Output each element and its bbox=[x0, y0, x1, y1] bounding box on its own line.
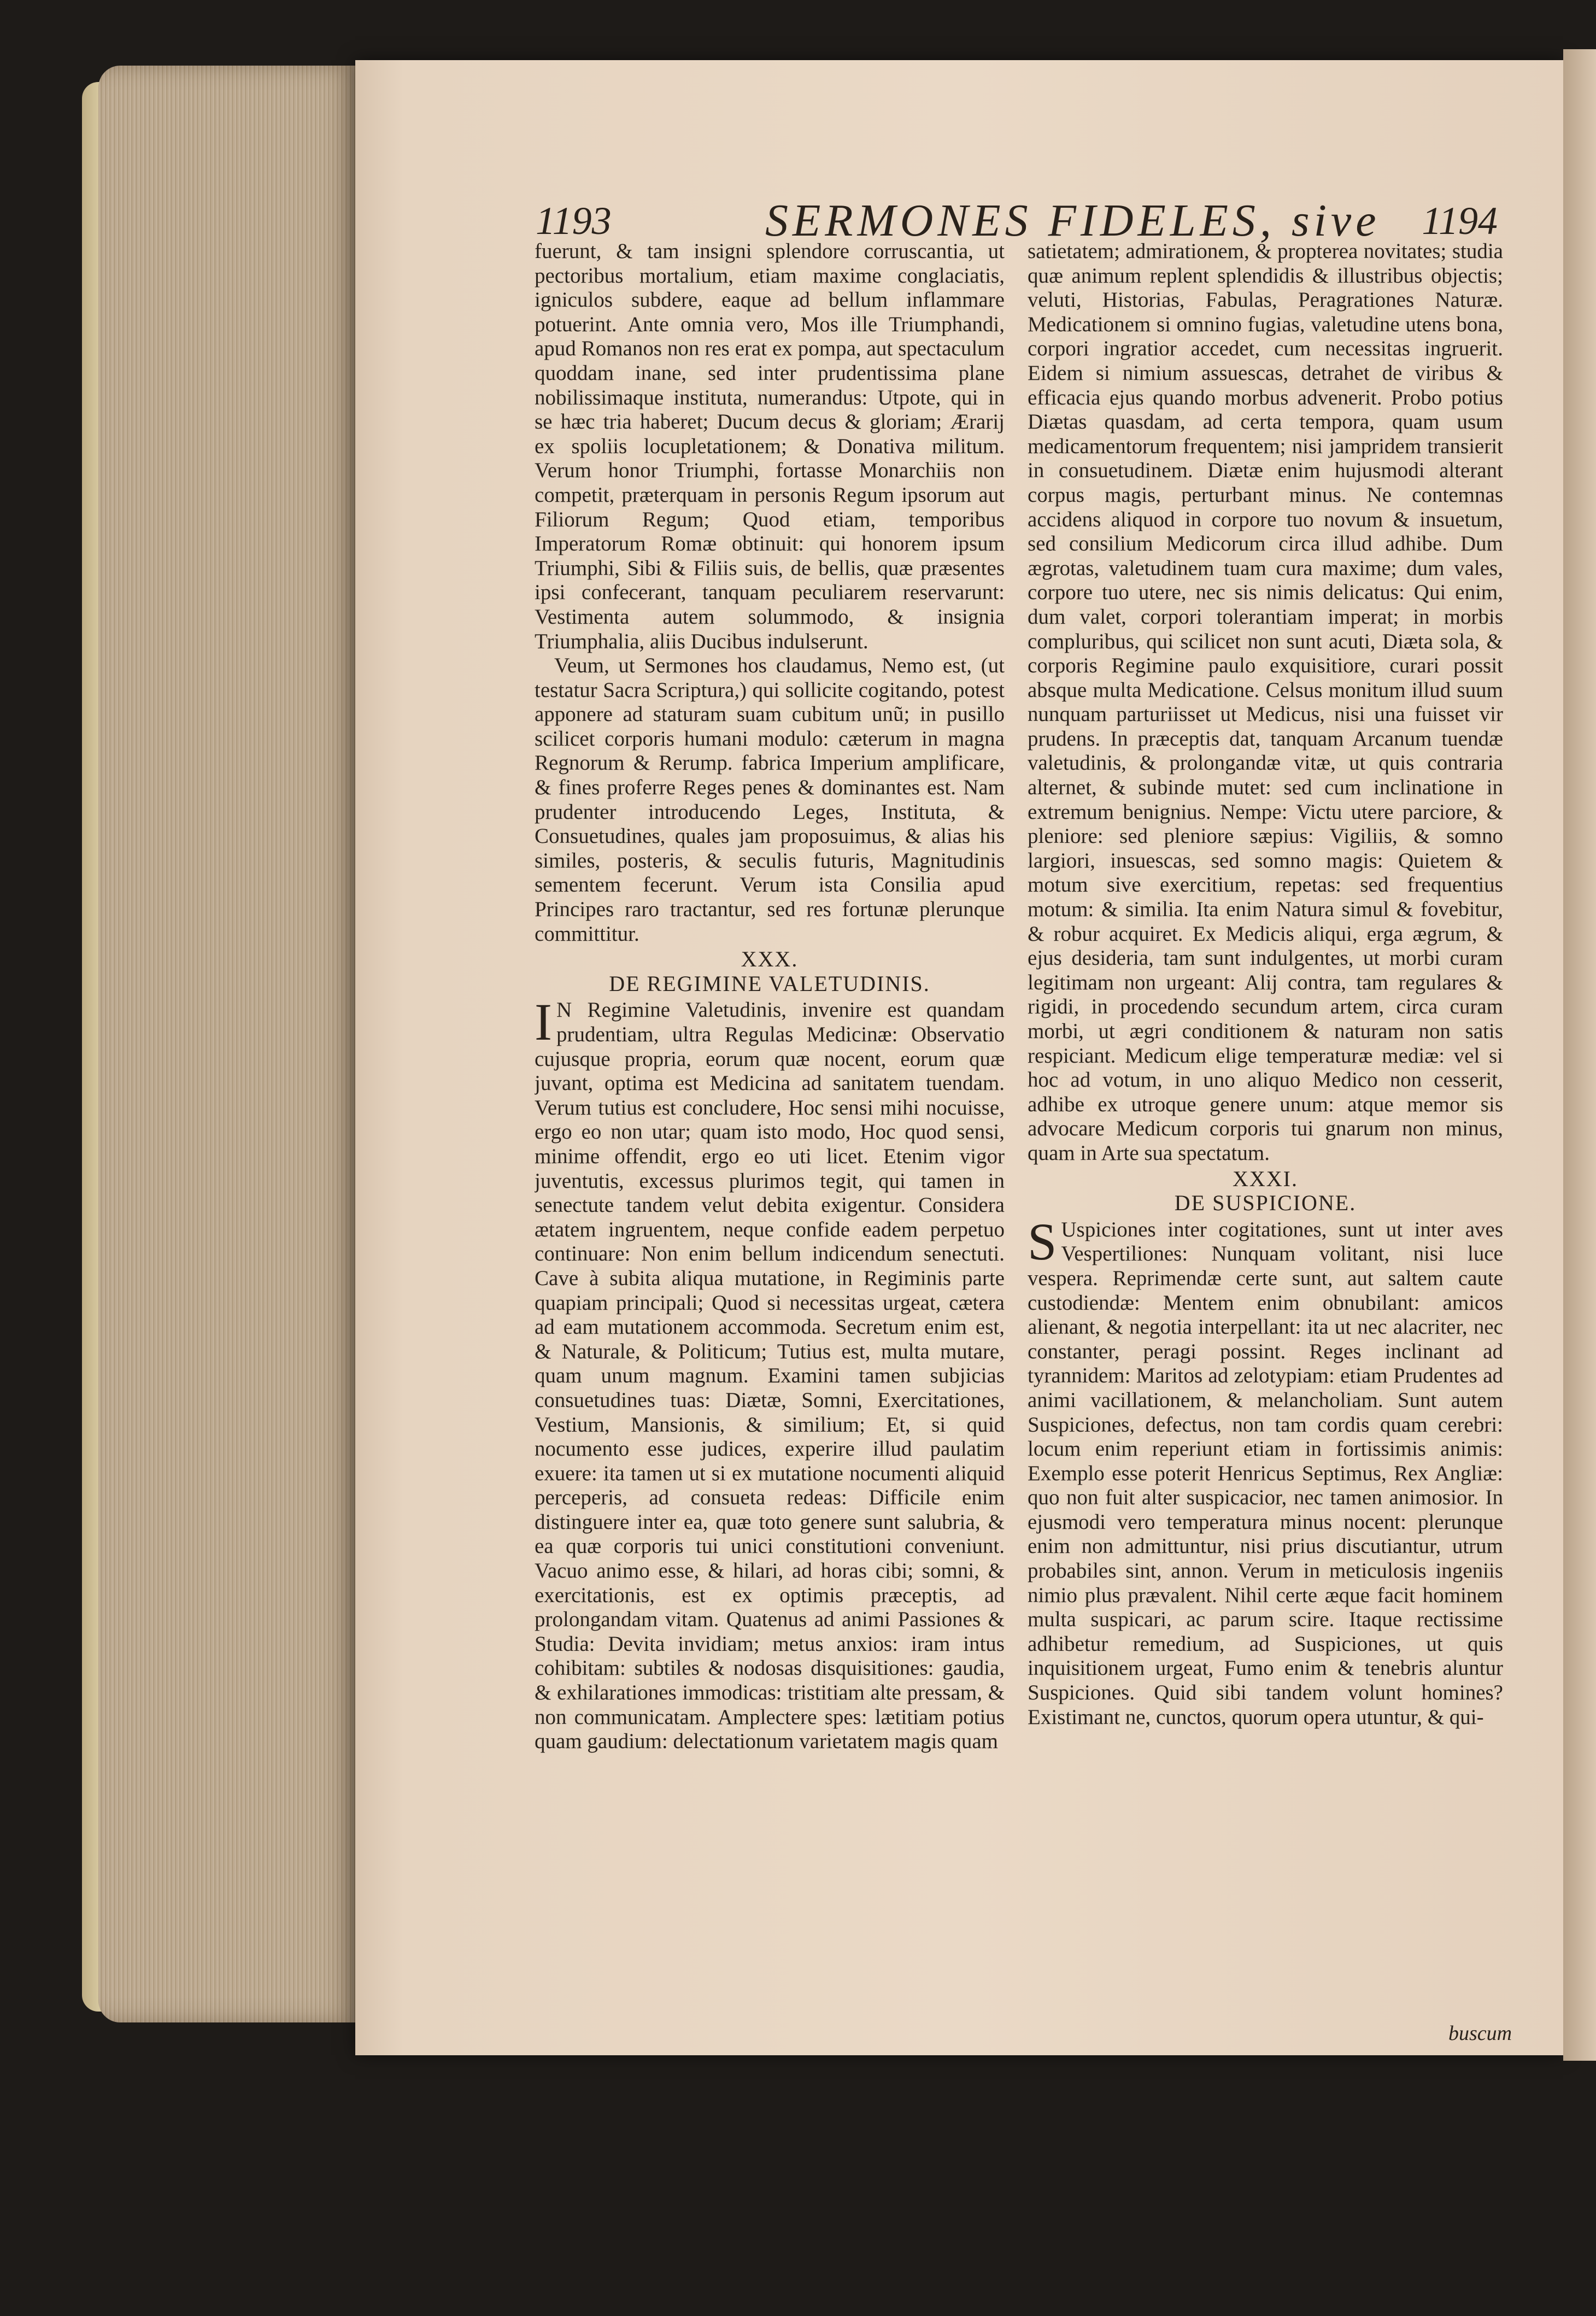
section-title: DE REGIMINE VALETUDINIS. bbox=[609, 971, 930, 996]
running-title: SERMONES FIDELES, sive bbox=[765, 195, 1381, 246]
page-block-edge bbox=[98, 66, 361, 2022]
paragraph: Veum, ut Sermones hos claudamus, Nemo est, (ut testatur Sacra Scriptura,) qui sollicite cogitando, potest apponere ad staturam suam cubitum unũ; in pusillo scilicet corporis humani modulo: cæterum in magna Regnorum & Rerump. fabrica Imperium amplificare, & fines proferre Reges penes & dominantes est. Nam prudenter introducendo Leges, Instituta, & Consuetudines, quales jam proposuimus, & alias his similes, posteris, & seculis futuris, Magnitudinis sementem fecerunt. Verum ista Consilia apud Principes raro tractantur, sed res fortunæ plerunque committitur. bbox=[535, 654, 1005, 946]
drop-cap: I bbox=[535, 993, 552, 1052]
facing-page-edge bbox=[1563, 49, 1596, 2061]
section-number: XXXI. bbox=[1233, 1166, 1298, 1191]
left-column bbox=[535, 239, 1005, 2021]
paragraph: N Regimine Valetudinis, invenire est quandam prudentiam, ultra Regulas Medicinæ: Observatio cujusque propria, eorum quæ nocent, eorum quæ juvant, optima est Medicina ad sanitatem tuendam. Verum tutius est concludere, Hoc sensi mihi nocuisse, ergo eo non utar; quam isto modo, Hoc quod sensi, minime offendit, ergo eo uti licet. Etenim vigor juventutis, excessus plurimos tegit, qui tamen in senectute tandem velut debita exigentur. Considera ætatem ingruentem, neque confide eadem perpetuo continuare: Non enim bellum indicendum senectuti. Cave à subita aliqua mutatione, in Regiminis parte quapiam principali; Quod si necessitas urgeat, cætera ad eam mutationem accommoda. Secretum enim est, & Naturale, & Politicum; Tutius est, multa mutare, quam unum magnum. Examini tamen subjicias consuetudines tuas: Diætæ, Somni, Exercitationes, Vestium, Mansionis, & similium; Et, si quid nocumento esse judices, experire illud paulatim exuere: ita tamen ut si ex mutatione nocumenti aliquid perceperis, ad consueta redeas: Difficile enim distinguere inter ea, quæ toto genere sunt salubria, & ea quæ corporis tui unici constitutioni conveniunt. Vacuo animo esse, & hilari, ad horas cibi; somni, & exercitationis, est ex optimis præceptis, ad prolongandam vitam. Quatenus ad animi Passiones & Studia: Devita invidiam; metus anxios: iram intus cohibitam: subtiles & nodosas disquisitiones: gaudia, & exhilarationes immodicas: tristitiam alte pressam, & non communicatam. Amplectere spes: lætitiam potius quam gaudium: delectationum varietatem magis quam bbox=[535, 998, 1005, 1754]
page-number-left: 1193 bbox=[536, 199, 612, 243]
paragraph: satietatem; admirationem, & propterea novitates; studia quæ animum replent splendidis & illustribus objectis; veluti, Historias, Fabulas, Peragrationes Naturæ. Medicationem si omnino fugias, valetudine utens bona, corpori ingratior accedet, cum necessitas ingruerit. Eidem si nimium assuescas, detrahet de viribus & efficacia ejus quando morbus advenerit. Probo potius Diætas quasdam, ad certa tempora, quam usum medicamentorum frequentem; nisi jampridem transierit in consuetudinem. Diætæ enim hujusmodi alterant corpus magis, perturbant minus. Ne contemnas accidens aliquod in corpore tuo novum & insuetum, sed consilium Medicorum circa illud adhibe. Dum ægrotas, valetudinem tuam cura maxime; dum vales, corpore tuo utere, nec sis nimis delicatus: Qui enim, dum valet, corpori tolerantiam imperat; in morbis compluribus, qui scilicet non sunt acuti, Diæta sola, & corporis Regimine paulo exquisitiore, curari possit absque multa Medicatione. Celsus monitum illud suum nunquam parturiisset ut Medicus, nisi una fuisset vir prudens. In præceptis dat, tanquam Arcanum tuendæ valetudinis, & prolongandæ vitæ, ut quis contraria alternet, & subinde mutet: sed cum inclinatione in extremum benignius. Nempe: Victu utere parciore, & pleniore: sed pleniore sæpius: Vigiliis, & somno largiori, insuescas, sed somno magis: Quietem & motum sive exercitium, repetas: sed frequentius motum: & similia. Ita enim Natura simul & fovebitur, & robur acquiret. Ex Medicis aliqui, erga ægrum, & ejus desideria, tam sunt indulgentes, ut morbi curam legitimam non urgeant: Alij contra, tam regulares & rigidi, in procedendo secundum artem, circa curam morbi, ut ægri conditionem & naturam non satis respiciant. Medicum elige temperaturæ mediæ: vel si hoc ad votum, in uno aliquo Medico non cesserit, adhibe ex utroque genere unum: atque memor sis advocare Medicum corporis tui gnarum non minus, quam in Arte sua spectatum. bbox=[1028, 239, 1503, 1165]
paragraph: fuerunt, & tam insigni splendore corruscantia, ut pectoribus mortalium, etiam maxime conglaciatis, igniculos subdere, eaque ad bellum inflammare potuerint. Ante omnia vero, Mos ille Triumphandi, apud Romanos non res erat ex pompa, aut spectaculum quoddam inane, sed inter prudentissima plane nobilissimaque instituta, numerandus: Utpote, qui in se hæc tria haberet; Ducum decus & gloriam; Ærarij ex spoliis locupletationem; & Donativa militum. Verum honor Triumphi, fortasse Monarchiis non competit, præterquam in personis Regum ipsorum aut Filiorum Regum; Quod etiam, temporibus Imperatorum Romæ obtinuit: qui honorem ipsum Triumphi, Sibi & Filiis suis, de bellis, quæ præsentes ipsi confecerant, tanquam peculiarem reservarunt: Vestimenta autem solummodo, & insignia Triumphalia, aliis Ducibus indulserunt. bbox=[535, 239, 1005, 653]
page-number-right: 1194 bbox=[1422, 199, 1498, 243]
paragraph: Uspiciones inter cogitationes, sunt ut inter aves Vespertiliones: Nunquam volitant, nisi luce vespera. Reprimendæ certe sunt, aut saltem caute custodiendæ: Mentem enim obnubilant: amicos alienant, & negotia interpellant: ita ut nec alacriter, nec constanter, peragi possint. Reges inclinant ad tyrannidem: Maritos ad zelotypiam: etiam Prudentes ad animi vacillationem, & melancholiam. Sunt autem Suspiciones, defectus, non tam cordis quam cerebri: locum enim reperiunt etiam in fortissimis animis: Exemplo esse poterit Henricus Septimus, Rex Angliæ: quo non fuit alter suspicacior, nec tamen animosior. In ejusmodi vero temperatura minus nocent: plerunque enim non admittuntur, nisi prius discutiantur, utrum probabiles sint, annon. Verum in meticulosis ingeniis nimio plus prævalent. Nihil certe æque facit hominem multa suspicari, ac parum scire. Itaque rectissime adhibetur remedium, ad Suspiciones, ut quis inquisitionem urgeat, Fumo enim & tenebris aluntur Suspiciones. Quid sibi tandem volunt homines? Existimant ne, cunctos, quorum opera utuntur, & qui- bbox=[1028, 1217, 1503, 1729]
right-column bbox=[1028, 239, 1503, 2021]
section-title: DE SUSPICIONE. bbox=[1174, 1191, 1357, 1216]
catchword: buscum bbox=[1448, 2022, 1512, 2045]
drop-cap: S bbox=[1028, 1212, 1057, 1271]
section-number: XXX. bbox=[741, 947, 799, 972]
